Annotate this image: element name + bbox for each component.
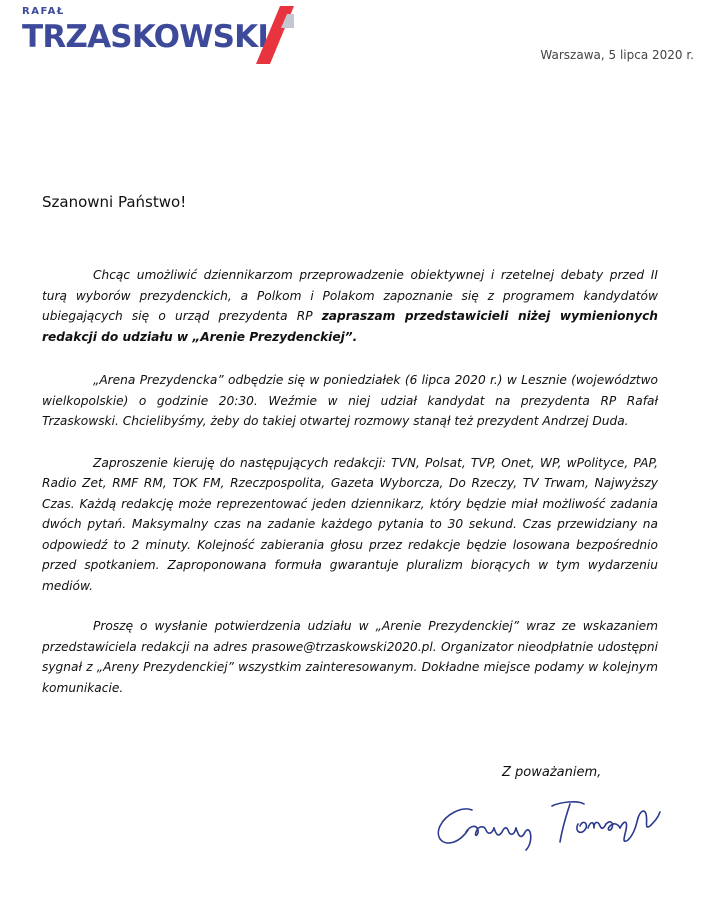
logo-first-name: RAFAŁ bbox=[22, 6, 65, 17]
letter-date: Warszawa, 5 lipca 2020 r. bbox=[540, 48, 694, 62]
logo-last-name: TRZASKOWSKI bbox=[22, 19, 269, 55]
paragraph-4: Proszę o wysłanie potwierdzenia udziału w „Arenie Prezydenckiej” wraz ze wskazaniem przedstawiciela redakcji na adres prasowe@trzaskowski2020.pl. Organizator nieodpłatnie udostępni sygnał z „Areny Prezydenckiej” wszystkim zainteresowanym. Dokładne miejsce podamy w kolejnym komunikacie. bbox=[42, 619, 658, 695]
paragraph-1-text: Chcąc umożliwić dziennikarzom przeprowadzenie obiektywnej i rzetelnej debaty przed II turą wyborów prezydenckich, a Polkom i Polakom zapoznanie się z programem kandydatów ubiegających się o urząd prezydenta RP bbox=[42, 268, 658, 323]
paragraph-3: Zaproszenie kieruję do następujących redakcji: TVN, Polsat, TVP, Onet, WP, wPolityce, PAP, Radio Zet, RMF RM, TOK FM, Rzeczpospolita, Gazeta Wyborcza, Do Rzeczy, TV Trwam, Najwyższy Czas. Każdą redakcję może reprezentować jeden dziennikarz, który będzie miał możliwość zadania dwóch pytań. Maksymalny czas na zadanie każdego pytania to 30 sekund. Czas przewidziany na odpowiedź to 2 minuty. Kolejność zabierania głosu przez redakcje będzie losowana bezpośrednio przed spotkaniem. Zaproponowana formuła gwarantuje pluralizm biorących w tym wydarzeniu mediów. bbox=[42, 455, 658, 593]
logo-stripes-icon bbox=[256, 6, 294, 64]
letterhead-logo bbox=[22, 4, 294, 64]
handwritten-signature bbox=[432, 792, 672, 854]
letter-closing: Z poważaniem, bbox=[502, 765, 602, 780]
paragraph-2: „Arena Prezydencka” odbędzie się w poniedziałek (6 lipca 2020 r.) w Lesznie (województwo wielkopolskie) o godzinie 20:30. Weźmie w niej udział kandydat na prezydenta RP Rafał Trzaskowski. Chcielibyśmy, żeby do takiej otwartej rozmowy stanął też prezydent Andrzej Duda. bbox=[42, 373, 658, 428]
letter-greeting: Szanowni Państwo! bbox=[42, 193, 187, 211]
paragraph-1-bold: zapraszam przedstawicieli niżej wymienionych redakcji do udziału w „Arenie Prezydenckiej”. bbox=[42, 309, 658, 344]
letter-body bbox=[42, 265, 658, 721]
paragraph-1 bbox=[42, 265, 658, 347]
